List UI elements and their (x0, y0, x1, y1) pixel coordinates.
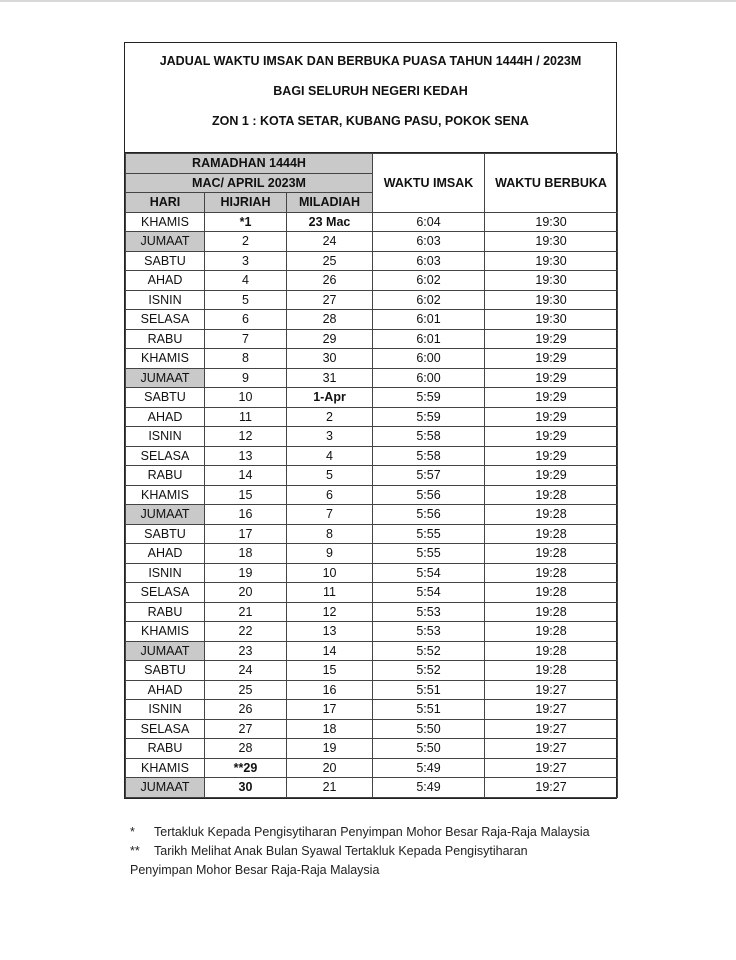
table-row (126, 212, 618, 232)
berbuka-cell: 19:28 (485, 524, 618, 544)
day-cell: RABU (126, 602, 205, 622)
imsak-cell: 5:55 (373, 524, 485, 544)
miladi-cell: 21 (287, 778, 373, 798)
day-cell: JUMAAT (126, 232, 205, 252)
berbuka-cell: 19:29 (485, 427, 618, 447)
miladi-cell: 18 (287, 719, 373, 739)
hijri-cell: 14 (205, 466, 287, 486)
hijri-cell: 3 (205, 251, 287, 271)
day-cell: KHAMIS (126, 622, 205, 642)
hijri-cell: 13 (205, 446, 287, 466)
footnote-1-text: Tertakluk Kepada Pengisytiharan Penyimpan Mohor Besar Raja-Raja Malaysia (154, 825, 590, 839)
day-cell: SELASA (126, 719, 205, 739)
day-column-header: HARI (126, 193, 205, 213)
hijri-cell: 2 (205, 232, 287, 252)
hijri-cell: 27 (205, 719, 287, 739)
hijri-cell: 8 (205, 349, 287, 369)
table-row (126, 622, 618, 642)
berbuka-cell: 19:28 (485, 544, 618, 564)
imsak-cell: 5:57 (373, 466, 485, 486)
table-row (126, 583, 618, 603)
table-row (126, 661, 618, 681)
footnotes (130, 823, 690, 880)
miladi-cell: 5 (287, 466, 373, 486)
table-row (126, 290, 618, 310)
miladi-cell: 23 Mac (287, 212, 373, 232)
hijri-cell: 11 (205, 407, 287, 427)
table-row (126, 778, 618, 798)
miladi-cell: 4 (287, 446, 373, 466)
miladi-cell: 2 (287, 407, 373, 427)
table-row (126, 602, 618, 622)
imsak-cell: 6:01 (373, 310, 485, 330)
berbuka-cell: 19:28 (485, 563, 618, 583)
day-cell: SELASA (126, 446, 205, 466)
miladi-cell: 8 (287, 524, 373, 544)
hijri-cell: 16 (205, 505, 287, 525)
berbuka-cell: 19:29 (485, 407, 618, 427)
berbuka-cell: 19:30 (485, 290, 618, 310)
title-line-1: JADUAL WAKTU IMSAK DAN BERBUKA PUASA TAHUN 1444H / 2023M (159, 54, 582, 68)
imsak-cell: 5:50 (373, 739, 485, 759)
berbuka-header: WAKTU BERBUKA (485, 154, 618, 213)
hijri-cell: 22 (205, 622, 287, 642)
hijri-cell: 10 (205, 388, 287, 408)
berbuka-cell: 19:29 (485, 349, 618, 369)
hijri-cell: 21 (205, 602, 287, 622)
day-cell: AHAD (126, 544, 205, 564)
miladi-cell: 28 (287, 310, 373, 330)
month-gregorian-header: MAC/ APRIL 2023M (126, 173, 373, 193)
hijri-cell: 6 (205, 310, 287, 330)
berbuka-cell: 19:28 (485, 622, 618, 642)
hijri-cell: 24 (205, 661, 287, 681)
imsak-cell: 5:54 (373, 583, 485, 603)
miladi-cell: 15 (287, 661, 373, 681)
table-row (126, 310, 618, 330)
month-hijri-header: RAMADHAN 1444H (126, 154, 373, 174)
berbuka-cell: 19:29 (485, 368, 618, 388)
hijri-cell: 9 (205, 368, 287, 388)
imsak-cell: 6:03 (373, 232, 485, 252)
table-row (126, 505, 618, 525)
day-cell: KHAMIS (126, 212, 205, 232)
berbuka-cell: 19:30 (485, 271, 618, 291)
table-row (126, 700, 618, 720)
imsak-cell: 5:55 (373, 544, 485, 564)
table-row (126, 680, 618, 700)
table-row (126, 446, 618, 466)
imsak-cell: 5:54 (373, 563, 485, 583)
miladi-cell: 1-Apr (287, 388, 373, 408)
berbuka-cell: 19:28 (485, 505, 618, 525)
miladi-cell: 24 (287, 232, 373, 252)
table-row (126, 271, 618, 291)
imsak-cell: 5:50 (373, 719, 485, 739)
footnote-2 (130, 842, 690, 861)
day-cell: JUMAAT (126, 778, 205, 798)
day-cell: SABTU (126, 388, 205, 408)
imsak-cell: 5:53 (373, 622, 485, 642)
miladi-cell: 19 (287, 739, 373, 759)
berbuka-cell: 19:29 (485, 446, 618, 466)
day-cell: AHAD (126, 680, 205, 700)
day-cell: RABU (126, 739, 205, 759)
imsak-cell: 6:02 (373, 290, 485, 310)
berbuka-cell: 19:30 (485, 212, 618, 232)
imsak-cell: 5:58 (373, 427, 485, 447)
table-row (126, 329, 618, 349)
berbuka-cell: 19:27 (485, 680, 618, 700)
title-line-2: BAGI SELURUH NEGERI KEDAH (273, 84, 468, 98)
hijri-cell: 26 (205, 700, 287, 720)
hijri-cell: 28 (205, 739, 287, 759)
hijri-cell: 7 (205, 329, 287, 349)
hijri-cell: 25 (205, 680, 287, 700)
berbuka-cell: 19:28 (485, 583, 618, 603)
berbuka-cell: 19:29 (485, 329, 618, 349)
day-cell: KHAMIS (126, 485, 205, 505)
footnote-2-mark: ** (130, 844, 140, 858)
miladi-cell: 16 (287, 680, 373, 700)
berbuka-cell: 19:27 (485, 739, 618, 759)
imsak-cell: 5:58 (373, 446, 485, 466)
table-row (126, 563, 618, 583)
berbuka-cell: 19:27 (485, 719, 618, 739)
imsak-cell: 6:00 (373, 368, 485, 388)
berbuka-cell: 19:28 (485, 485, 618, 505)
hijri-cell: 23 (205, 641, 287, 661)
miladi-cell: 26 (287, 271, 373, 291)
miladi-cell: 3 (287, 427, 373, 447)
table-row (126, 407, 618, 427)
hijri-cell: 19 (205, 563, 287, 583)
day-cell: JUMAAT (126, 505, 205, 525)
imsak-cell: 5:56 (373, 485, 485, 505)
table-row (126, 427, 618, 447)
hijri-cell: **29 (205, 758, 287, 778)
hijri-cell: 17 (205, 524, 287, 544)
day-cell: ISNIN (126, 290, 205, 310)
berbuka-cell: 19:29 (485, 388, 618, 408)
imsak-cell: 5:59 (373, 407, 485, 427)
imsak-cell: 5:56 (373, 505, 485, 525)
hijri-cell: 12 (205, 427, 287, 447)
day-cell: SABTU (126, 251, 205, 271)
imsak-header: WAKTU IMSAK (373, 154, 485, 213)
table-row (126, 739, 618, 759)
hijri-cell: 30 (205, 778, 287, 798)
table-row (126, 719, 618, 739)
timetable-body (126, 212, 618, 797)
hijri-cell: 5 (205, 290, 287, 310)
imsak-cell: 5:52 (373, 661, 485, 681)
footnote-1 (130, 823, 690, 842)
imsak-cell: 5:49 (373, 778, 485, 798)
imsak-cell: 5:52 (373, 641, 485, 661)
hijri-cell: 18 (205, 544, 287, 564)
timetable (125, 153, 618, 798)
miladi-cell: 14 (287, 641, 373, 661)
hijri-cell: *1 (205, 212, 287, 232)
day-cell: JUMAAT (126, 641, 205, 661)
table-row (126, 466, 618, 486)
title-block (125, 43, 616, 153)
imsak-cell: 5:59 (373, 388, 485, 408)
table-row (126, 232, 618, 252)
imsak-cell: 5:51 (373, 700, 485, 720)
day-cell: SELASA (126, 310, 205, 330)
timetable-sheet (124, 42, 617, 799)
table-row (126, 524, 618, 544)
berbuka-cell: 19:28 (485, 602, 618, 622)
berbuka-cell: 19:30 (485, 232, 618, 252)
imsak-cell: 6:03 (373, 251, 485, 271)
miladi-cell: 9 (287, 544, 373, 564)
miladi-cell: 27 (287, 290, 373, 310)
berbuka-cell: 19:29 (485, 466, 618, 486)
imsak-cell: 5:51 (373, 680, 485, 700)
table-row (126, 251, 618, 271)
imsak-cell: 5:53 (373, 602, 485, 622)
hijri-column-header: HIJRIAH (205, 193, 287, 213)
berbuka-cell: 19:28 (485, 641, 618, 661)
miladi-cell: 10 (287, 563, 373, 583)
berbuka-cell: 19:28 (485, 661, 618, 681)
table-row (126, 349, 618, 369)
top-edge-line (0, 0, 736, 2)
table-row (126, 544, 618, 564)
day-cell: RABU (126, 466, 205, 486)
imsak-cell: 6:02 (373, 271, 485, 291)
day-cell: ISNIN (126, 700, 205, 720)
hijri-cell: 15 (205, 485, 287, 505)
berbuka-cell: 19:27 (485, 700, 618, 720)
miladi-cell: 20 (287, 758, 373, 778)
footnote-2-continuation: Penyimpan Mohor Besar Raja-Raja Malaysia (130, 863, 380, 877)
miladi-cell: 6 (287, 485, 373, 505)
footnote-1-mark: * (130, 825, 135, 839)
day-cell: SABTU (126, 661, 205, 681)
imsak-cell: 5:49 (373, 758, 485, 778)
day-cell: SELASA (126, 583, 205, 603)
berbuka-cell: 19:30 (485, 310, 618, 330)
miladi-column-header: MILADIAH (287, 193, 373, 213)
miladi-cell: 7 (287, 505, 373, 525)
day-cell: JUMAAT (126, 368, 205, 388)
miladi-cell: 31 (287, 368, 373, 388)
berbuka-cell: 19:27 (485, 758, 618, 778)
footnote-2-text: Tarikh Melihat Anak Bulan Syawal Tertakluk Kepada Pengisytiharan (154, 844, 528, 858)
miladi-cell: 29 (287, 329, 373, 349)
berbuka-cell: 19:30 (485, 251, 618, 271)
imsak-cell: 6:00 (373, 349, 485, 369)
day-cell: KHAMIS (126, 758, 205, 778)
berbuka-cell: 19:27 (485, 778, 618, 798)
day-cell: KHAMIS (126, 349, 205, 369)
day-cell: RABU (126, 329, 205, 349)
day-cell: ISNIN (126, 427, 205, 447)
table-row (126, 388, 618, 408)
miladi-cell: 17 (287, 700, 373, 720)
hijri-cell: 4 (205, 271, 287, 291)
imsak-cell: 6:01 (373, 329, 485, 349)
miladi-cell: 11 (287, 583, 373, 603)
day-cell: AHAD (126, 271, 205, 291)
miladi-cell: 30 (287, 349, 373, 369)
day-cell: SABTU (126, 524, 205, 544)
day-cell: ISNIN (126, 563, 205, 583)
title-line-3: ZON 1 : KOTA SETAR, KUBANG PASU, POKOK SENA (212, 114, 529, 128)
table-row (126, 368, 618, 388)
miladi-cell: 25 (287, 251, 373, 271)
table-row (126, 758, 618, 778)
miladi-cell: 13 (287, 622, 373, 642)
day-cell: AHAD (126, 407, 205, 427)
hijri-cell: 20 (205, 583, 287, 603)
miladi-cell: 12 (287, 602, 373, 622)
imsak-cell: 6:04 (373, 212, 485, 232)
table-row (126, 485, 618, 505)
table-row (126, 641, 618, 661)
